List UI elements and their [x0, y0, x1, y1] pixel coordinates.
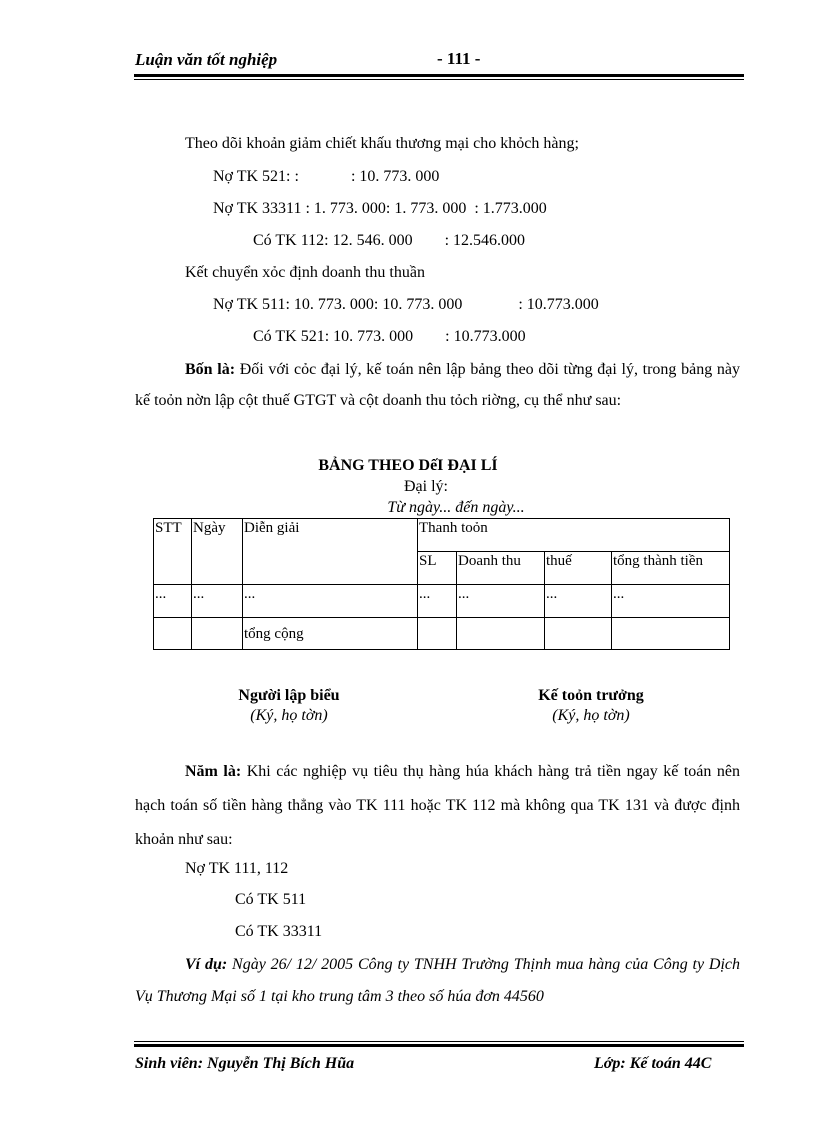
signature-chief-accountant — [471, 686, 711, 726]
signature-title: Kế toỏn trưởng — [538, 687, 644, 704]
table-cell: ... — [545, 585, 612, 618]
table-cell: ... — [154, 585, 192, 618]
table-cell: ... — [457, 585, 545, 618]
header-sl: SL — [418, 552, 457, 585]
footer-rule — [134, 1044, 744, 1047]
example-text: Ngày 26/ 12/ 2005 Công ty TNHH Trường Thịnh mua hàng của Công ty Dịch Vụ Thương Mại số 1 tại kho trung tâm 3 theo số húa đơn 44560 — [135, 956, 741, 1005]
text-line: Nợ TK 521: : : 10. 773. 000 — [213, 168, 440, 185]
header-date: Ngày — [192, 519, 243, 585]
text-line: Nợ TK 511: 10. 773. 000: 10. 773. 000 : 10.773.000 — [213, 296, 599, 313]
signature-preparer — [169, 686, 409, 726]
ledger-period: Từ ngày... đến ngày... — [387, 499, 525, 516]
header-revenue: Doanh thu — [457, 552, 545, 585]
text-line: Có TK 112: 12. 546. 000 : 12.546.000 — [253, 232, 526, 249]
header-total: tổng thành tiền — [612, 552, 730, 585]
footer-student: Sinh viên: Nguyễn Thị Bích Hũa — [135, 1055, 355, 1072]
text-line: Kết chuyển xỏc định doanh thu thuần — [185, 264, 425, 281]
table-cell: ... — [192, 585, 243, 618]
header-stt: STT — [154, 519, 192, 585]
header-rule-thin — [134, 79, 744, 80]
table-cell: ... — [612, 585, 730, 618]
table-cell: ... — [243, 585, 418, 618]
ledger-agent: Đại lý: — [404, 478, 448, 495]
paragraph-text: Đối với cỏc đại lý, kế toán nên lập bảng theo dõi từng đại lý, trong bảng này kế toỏn nờn lập cột thuế GTGT và cột doanh thu tỏch riờng, cụ thể như sau: — [135, 361, 741, 409]
paragraph-bon-la — [135, 354, 740, 416]
signature-note: (Ký, họ tờn) — [250, 707, 328, 724]
ledger-table — [153, 518, 730, 650]
footer-class: Lớp: Kế toán 44C — [594, 1055, 712, 1072]
ledger-title: BẢNG THEO DếI ĐẠI LÍ — [318, 457, 498, 474]
example-paragraph — [135, 949, 740, 1013]
text-line: Theo dõi khoản giảm chiết khấu thương mại cho khỏch hàng; — [185, 135, 579, 152]
example-label: Ví dụ: — [185, 956, 228, 973]
total-label: tổng cộng — [243, 618, 418, 650]
paragraph-label: Năm là: — [185, 763, 242, 780]
signature-note: (Ký, họ tờn) — [552, 707, 630, 724]
header-tax: thuế — [545, 552, 612, 585]
entry-line: Có TK 511 — [235, 891, 307, 908]
table-cell: ... — [418, 585, 457, 618]
document-header-title: Luận văn tốt nghiệp — [135, 50, 278, 69]
paragraph-label: Bốn là: — [185, 361, 236, 378]
footer-rule-thin — [134, 1041, 744, 1042]
entry-line: Nợ TK 111, 112 — [185, 860, 289, 877]
page-number: - 111 - — [437, 49, 481, 68]
paragraph-text: Khi các nghiệp vụ tiêu thụ hàng húa khách hàng trả tiền ngay kế toán nên hạch toán số tiền hàng thẳng vào TK 111 hoặc TK 112 mà không qua TK 131 và được định khoản như sau: — [135, 763, 741, 848]
text-line: Nợ TK 33311 : 1. 773. 000: 1. 773. 000 : 1.773.000 — [213, 200, 547, 217]
header-payment: Thanh toỏn — [418, 519, 730, 552]
header-description: Diễn giải — [243, 519, 418, 585]
table-total-row — [154, 618, 730, 650]
text-line: Có TK 521: 10. 773. 000 : 10.773.000 — [253, 328, 526, 345]
header-rule — [134, 74, 744, 77]
paragraph-nam-la — [135, 755, 740, 857]
table-row — [154, 585, 730, 618]
entry-line: Có TK 33311 — [235, 923, 323, 940]
signature-title: Người lập biểu — [238, 687, 340, 704]
